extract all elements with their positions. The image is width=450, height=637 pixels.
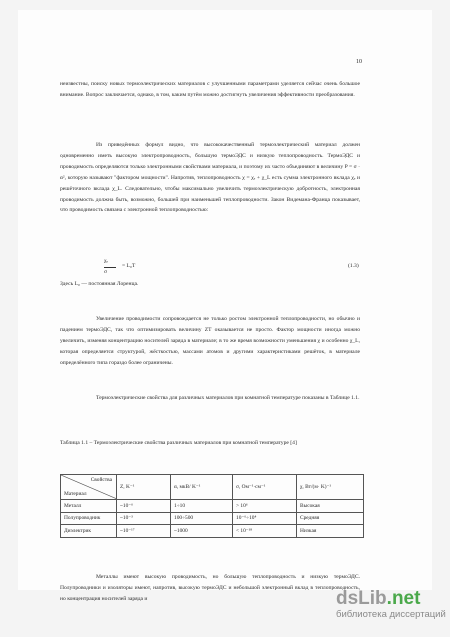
paragraph-text: Металлы имеют высокую проводимость, но большую теплопроводность и низкую термоЭДС. Полупроводники и изоляторы имеют, напротив, высокую термоЭДС и небольшой электронный вклад в теплопроводность, но концентрация носителей заряда и xyxy=(60,574,360,602)
table-cell: ~1000 xyxy=(171,525,233,538)
table-cell: > 10⁶ xyxy=(233,500,297,513)
column-header: Z, K⁻¹ xyxy=(117,475,171,500)
dslib-logo[interactable] xyxy=(336,588,448,610)
paragraph-lorenz xyxy=(60,279,360,290)
table-cell: Низкая xyxy=(297,525,364,538)
header-material: Материал xyxy=(64,491,87,497)
paragraph-text: неизвестны, поиску новых термоэлектрических материалов с улучшенными параметрами уделяется сейчас очень большое внимание. Вопрос заключается, однако, в том, каким путём можно достигнуть увеличения эффективности преобразования. xyxy=(60,81,360,98)
table-cell: 1÷10 xyxy=(171,500,233,513)
table-cell: ~10⁻³ xyxy=(117,512,171,525)
column-header: σ, Ом⁻¹·см⁻¹ xyxy=(233,475,297,500)
paragraph-text: Термоэлектрические свойства для различных материалов при комнатной температуре показаны в Таблице 1.1. xyxy=(96,395,360,401)
logo-suffix: .net xyxy=(386,588,421,609)
paragraph-table-intro xyxy=(60,393,360,404)
paragraph-figure-of-merit xyxy=(60,140,360,216)
table-cell: ~10⁻⁶ xyxy=(117,500,171,513)
table-header-row xyxy=(61,475,364,500)
paragraph-text: Из приведённых формул видно, что высококачественный термоэлектрический материал должен одновременно иметь высокую электропроводность, большую термоЭДС и низкую теплопроводность. ТермоЭДС и проводимость определяются только электронными свойствами материала, и поэтому их часто объединяют в величину P = σ · α², которую называют "фактором мощности". Напротив, теплопроводность χ = χₑ + χ_L есть сумма электронного вклада χₑ и решёточного вклада χ_L. Следовательно, чтобы максимально увеличить термоэлектрическую добротность, электронная проводимость должна быть, возможно, большей при наименьшей теплопроводности. Закон Видемана-Франца показывает, что проводимость связана с электронной теплопроводностью: xyxy=(60,142,360,214)
table-row xyxy=(61,500,364,513)
table-cell: Средняя xyxy=(297,512,364,525)
watermark-subtitle: библиотека диссертаций xyxy=(336,609,446,620)
header-property: Свойства xyxy=(90,477,112,483)
table-cell: < 10⁻¹⁸ xyxy=(233,525,297,538)
fraction-bar xyxy=(104,267,116,268)
paragraph-text: Увеличение проводимости сопровождается не только ростом электронной теплопроводности, но обычно и падением термоЭДС, так что оптимизировать величину ZT оказывается не просто. Фактор мощности иногда можно увеличить, изменяя концентрацию носителей заряда в материале; в то же время возможности уменьшения χ и особенно χ_L, которая определяется структурой, жёсткостью, массами атомов и другими характеристиками решёток, в материале определённого типа гораздо более ограничены. xyxy=(60,316,360,366)
wiedemann-franz-formula xyxy=(60,258,360,280)
paragraph-conductivity xyxy=(60,314,360,369)
dslib-watermark[interactable] xyxy=(336,588,448,634)
table-row xyxy=(61,525,364,538)
caption-text: Таблица 1.1 – Термоэлектрические свойства различных материалов при комнатной температуре [4] xyxy=(60,440,297,446)
properties-table xyxy=(60,474,364,538)
page-number: 10 xyxy=(356,59,362,65)
column-header: χ, Вт/(м· K)⁻¹ xyxy=(297,475,364,500)
row-material: Металл xyxy=(61,500,117,513)
table-cell: 10⁻⁶÷10⁴ xyxy=(233,512,297,525)
formula-rhs: = L₀T xyxy=(122,263,136,269)
row-material: Полупроводник xyxy=(61,512,117,525)
table-row xyxy=(61,512,364,525)
table-cell: Высокая xyxy=(297,500,364,513)
table-caption xyxy=(60,438,360,449)
column-header: α, мкВ/ K⁻¹ xyxy=(171,475,233,500)
table-cell: ~10⁻¹⁷ xyxy=(117,525,171,538)
paragraph-text: Здесь L₀ — постоянная Лоренца. xyxy=(60,281,139,287)
equation-number: (1.3) xyxy=(348,263,359,269)
paragraph-continuation xyxy=(60,79,360,101)
formula-numerator: χₑ xyxy=(104,258,108,264)
paragraph-metals xyxy=(60,572,360,605)
table-cell: 100÷500 xyxy=(171,512,233,525)
row-material: Диэлектрик xyxy=(61,525,117,538)
diagonal-header-cell xyxy=(61,475,117,500)
logo-main: dsLib xyxy=(336,588,387,609)
formula-denominator: σ xyxy=(104,269,108,275)
